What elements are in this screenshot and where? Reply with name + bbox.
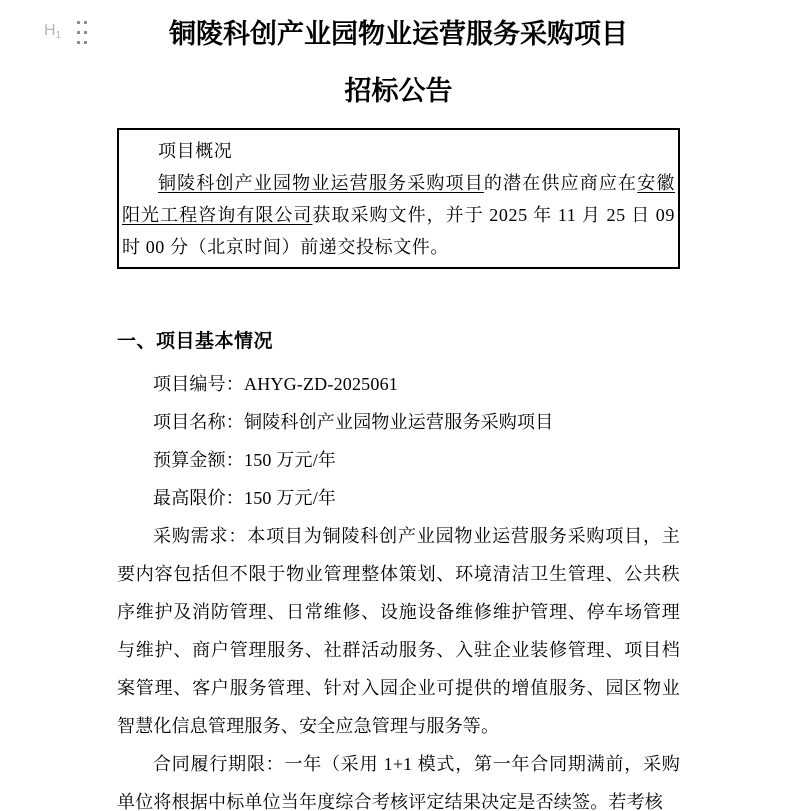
page-title-line2: 招标公告 [344,76,453,106]
drag-handle-icon[interactable] [77,21,87,44]
page-title-line1: 铜陵科创产业园物业运营服务采购项目 [169,19,628,49]
requirements-paragraph: 采购需求：本项目为铜陵科创产业园物业运营服务采购项目，主要内容包括但不限于物业管理整体策划、环境清洁卫生管理、公共秩序维护及消防管理、日常维修、设施设备维修维护管理、停车场管理与维护、商户管理服务、社群活动服务、入驻企业装修管理、项目档案管理、客户服务管理、针对入园企业可提供的增值服务、园区物业智慧化信息管理服务、安全应急管理与服务等。 [117,526,680,736]
overview-box-paragraph [122,167,675,263]
project-number-line: 项目编号：AHYG-ZD-2025061 [153,374,398,394]
project-name-line: 项目名称：铜陵科创产业园物业运营服务采购项目 [153,412,554,432]
heading-badge-level: 1 [55,30,62,41]
agency-name-underlined: 安徽阳光工程咨询有限公司 [122,173,676,225]
overview-text-segment: 获取采购文件，并于 2025 年 11 月 25 日 09 时 00 分（北京时间）前递交投标文件。 [122,205,676,257]
contract-term-paragraph: 合同履行期限：一年（采用 1+1 模式，第一年合同期满前，采购单位将根据中标单位当年度综合考核评定结果决定是否续签。若考核 [117,754,680,811]
overview-text-segment: 的潜在供应商应在 [483,173,638,193]
budget-line: 预算金额：150 万元/年 [153,450,337,470]
page-title [117,0,680,120]
section-heading-basic-info: 一、项目基本情况 [117,331,274,352]
overview-box-heading: 项目概况 [158,141,233,161]
document-content [117,0,680,811]
heading-level-badge [44,21,61,46]
price-cap-line: 最高限价：150 万元/年 [153,488,337,508]
heading-badge-letter: H [44,22,56,39]
project-overview-box [117,128,680,269]
project-name-underlined: 铜陵科创产业园物业运营服务采购项目 [158,173,484,193]
